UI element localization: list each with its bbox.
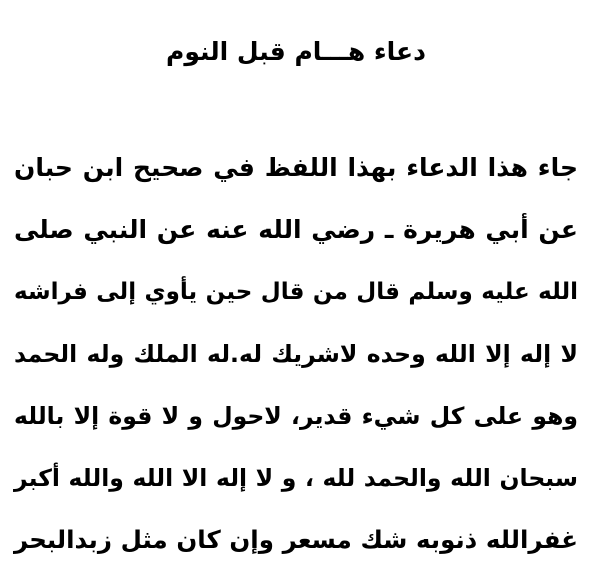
text-line: جاء هذا الدعاء بهذا اللفظ في صحيح ابن حبان xyxy=(14,153,578,182)
text-line: عن أبي هريرة ـ رضي الله عنه عن النبي صلى xyxy=(14,215,578,244)
text-line: الله عليه وسلم قال من قال حين يأوي إلى فراشه xyxy=(14,279,578,305)
text-line: لا إله إلا الله وحده لاشريك له.له الملك وله الحمد xyxy=(14,340,578,368)
text-line: غفرالله ذنوبه شك مسعر وإن كان مثل زبدالبحر xyxy=(14,525,578,554)
document-title: دعاء هـــام قبل النوم xyxy=(166,37,426,66)
document-body xyxy=(14,148,578,582)
text-line: وهو على كل شيء قدير، لاحول و لا قوة إلا بالله xyxy=(14,402,578,430)
text-line: سبحان الله والحمد لله ، و لا إله الا الله والله أكبر xyxy=(14,464,578,492)
